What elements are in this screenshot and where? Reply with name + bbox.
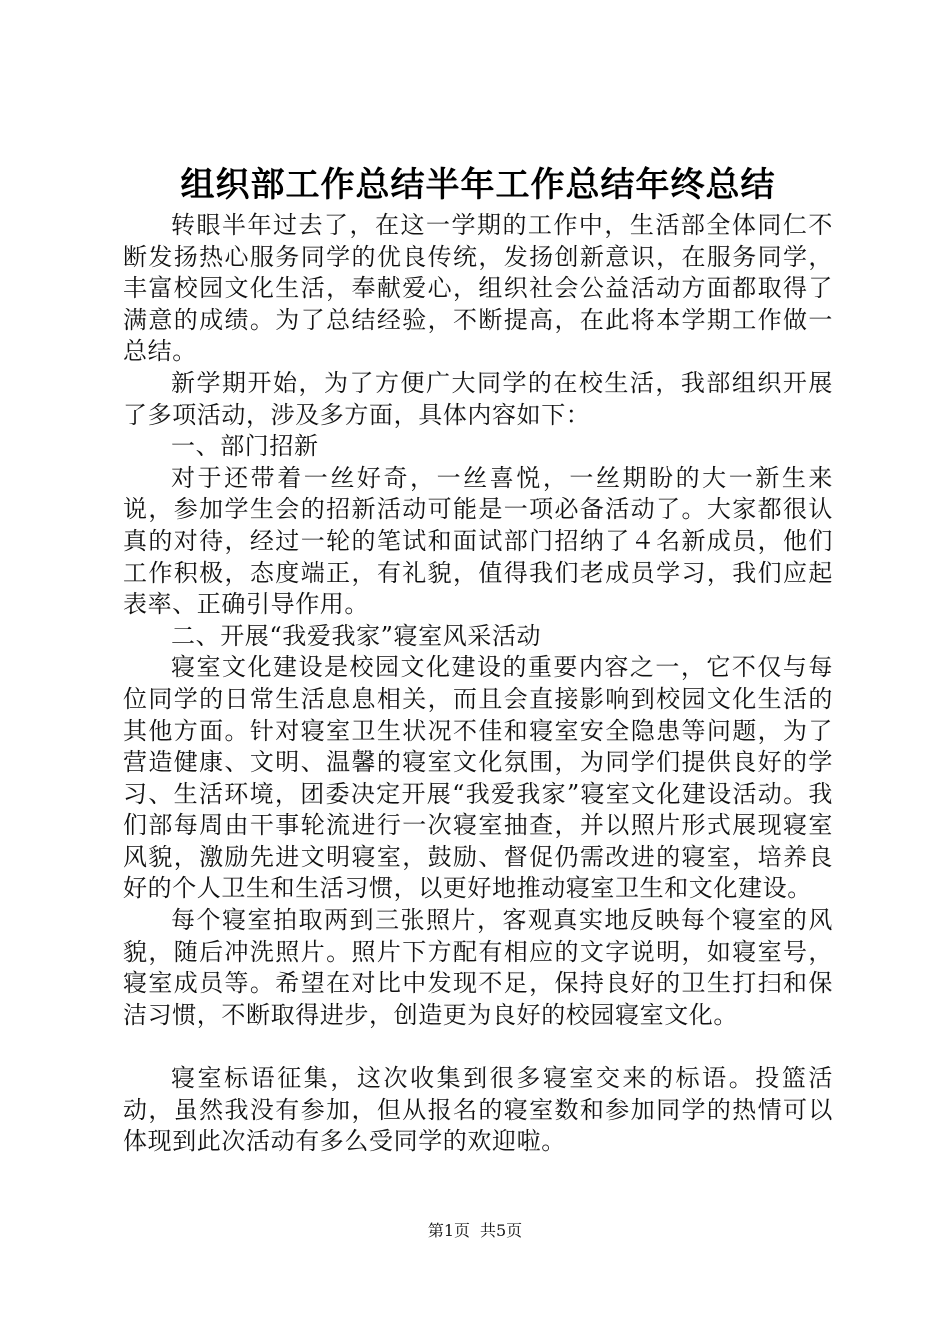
section-heading-recruitment: 一、部门招新 — [171, 432, 319, 461]
page-footer — [0, 1218, 950, 1241]
slogan-paragraph: 寝室标语征集，这次收集到很多寝室交来的标语。投篮活动，虽然我没有参加，但从报名的寝室数和参加同学的热情可以体现到此次活动有多么受同学的欢迎啦。 — [123, 1064, 833, 1156]
section-heading-dorm-activity: 二、开展“我爱我家”寝室风采活动 — [171, 621, 542, 650]
dorm-photo-paragraph: 每个寝室拍取两到三张照片，客观真实地反映每个寝室的风貌，随后冲洗照片。照片下方配有相应的文字说明，如寝室号，寝室成员等。希望在对比中发现不足，保持良好的卫生打扫和保洁习惯，不断取得进步，创造更为良好的校园寝室文化。 — [123, 906, 833, 1029]
paragraph-spacer — [123, 1031, 833, 1063]
intro-paragraph: 转眼半年过去了，在这一学期的工作中，生活部全体同仁不断发扬热心服务同学的优良传统，发扬创新意识，在服务同学，丰富校园文化生活，奉献爱心，组织社会公益活动方面都取得了满意的成绩。为了总结经验，不断提高，在此将本学期工作做一总结。 — [123, 211, 833, 366]
document-title: 组织部工作总结半年工作总结年终总结 — [180, 165, 776, 205]
page-total: 共5页 — [480, 1221, 523, 1240]
dorm-culture-paragraph: 寝室文化建设是校园文化建设的重要内容之一，它不仅与每位同学的日常生活息息相关，而且会直接影响到校园文化生活的其他方面。针对寝室卫生状况不佳和寝室安全隐患等问题，为了营造健康、文明、温馨的寝室文化氛围，为同学们提供良好的学习、生活环境，团委决定开展“我爱我家”寝室文化建设活动。我们部每周由干事轮流进行一次寝室抽查，并以照片形式展现寝室风貌，激励先进文明寝室，鼓励、督促仍需改进的寝室，培养良好的个人卫生和生活习惯，以更好地推动寝室卫生和文化建设。 — [123, 653, 833, 903]
recruitment-paragraph: 对于还带着一丝好奇，一丝喜悦，一丝期盼的大一新生来说，参加学生会的招新活动可能是一项必备活动了。大家都很认真的对待，经过一轮的笔试和面试部门招纳了４名新成员，他们工作积极，态度端正，有礼貌，值得我们老成员学习，我们应起表率、正确引导作用。 — [123, 463, 833, 619]
document-page — [123, 160, 833, 1158]
page-number: 第1页 — [427, 1221, 470, 1240]
overview-paragraph: 新学期开始，为了方便广大同学的在校生活，我部组织开展了多项活动，涉及多方面，具体内容如下： — [123, 368, 833, 429]
